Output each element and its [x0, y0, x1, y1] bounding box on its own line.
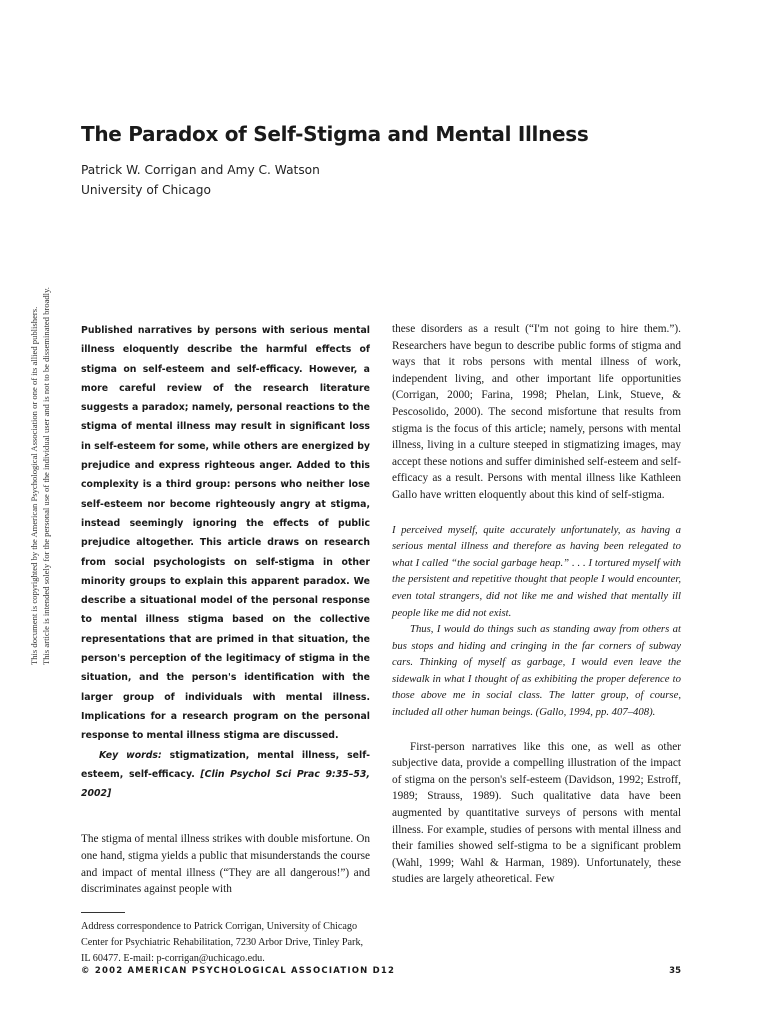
body-paragraph-2: First-person narratives like this one, as well as other subjective data, provide a compelling illustration of the impact of stigma on the person's self-esteem (Davidson, 1992; Estroff, 1989; Strauss, 1989). Such qualitative data have been augmented by quantitative surveys of persons with mental illness. For example, studies of persons with mental illness and their families showed self-stigma to be a significant problem (Wahl, 1999; Wahl & Harman, 1989). Unfortunately, these studies are largely atheoretical. Few — [392, 740, 681, 886]
affiliation: University of Chicago — [81, 183, 211, 197]
left-column — [81, 321, 370, 967]
side-notice-line-2: This article is intended solely for the personal use of the individual user and is not to be disseminated broadly. — [41, 287, 51, 665]
authors: Patrick W. Corrigan and Amy C. Watson — [81, 163, 320, 177]
correspondence-footnote: Address correspondence to Patrick Corrigan, University of Chicago Center for Psychiatric Rehabilitation, 7230 Arbor Drive, Tinley Park, IL 60477. E-mail: p-corrigan@uchicago.edu. — [81, 920, 364, 964]
journal-citation: [Clin Psychol Sci Prac 9:35–53, 2002] — [81, 768, 370, 800]
right-column — [392, 321, 681, 888]
intro-paragraph: The stigma of mental illness strikes with double misfortune. On one hand, stigma yields a public that misunderstands the course and impact of mental illness (“They are all dangerous!”) and discriminates against people with — [81, 833, 370, 896]
article-title: The Paradox of Self-Stigma and Mental Illness — [81, 122, 589, 146]
footer-copyright: © 2002 AMERICAN PSYCHOLOGICAL ASSOCIATION D12 — [81, 966, 396, 976]
keywords: stigmatization, mental illness, self-esteem, self-efficacy. — [81, 749, 370, 780]
keywords-paragraph — [81, 746, 370, 804]
keywords-label: Key words: — [99, 749, 162, 761]
side-notice-line-1: This document is copyrighted by the American Psychological Association or one of its allied publishers. — [29, 306, 39, 665]
page-number: 35 — [669, 966, 681, 976]
author-block — [81, 160, 320, 200]
footnote-rule — [81, 912, 125, 913]
body-paragraph-1: these disorders as a result (“I'm not going to hire them.”). Researchers have begun to describe public forms of stigma and ways that it robs persons with mental illness of work, independent living, and other important life opportunities (Corrigan, 2000; Farina, 1998; Phelan, Link, Stueve, & Pescosolido, 2000). The second misfortune that results from stigma is the focus of this article; namely, persons with mental illness, living in a culture steeped in stigmatizing images, may accept these notions and suffer diminished self-esteem and self-efficacy as a result. Persons with mental illness like Kathleen Gallo have written eloquently about this kind of self-stigma. — [392, 323, 681, 501]
block-quote-2: Thus, I would do things such as standing away from others at bus stops and hiding and cringing in the far corners of subway cars. Thinking of myself as garbage, I would even leave the sidewalk in what I thought of as exhibiting the proper deference to those above me in social class. The latter group, of course, included all other human beings. (Gallo, 1994, pp. 407–408). — [392, 623, 681, 719]
abstract: Published narratives by persons with serious mental illness eloquently describe the harmful effects of stigma on self-esteem and self-efficacy. However, a more careful review of the research literature suggests a paradox; namely, personal reactions to the stigma of mental illness may result in significant loss in self-esteem for some, while others are energized by prejudice and express righteous anger. Added to this complexity is a third group: persons who neither lose self-esteem nor become righteously angry at stigma, instead seemingly ignoring the effects of public prejudice altogether. This article draws on research from social psychologists on self-stigma in other minority groups to explain this apparent paradox. We describe a situational model of the personal response to mental illness stigma based on the collective representations that are primed in that situation, the person's perception of the legitimacy of stigma in the situation, and the person's identification with the larger group of individuals with mental illness. Implications for a research program on the personal response to mental illness stigma are discussed. — [81, 325, 370, 742]
copyright-side-notice — [28, 265, 52, 665]
block-quote-1: I perceived myself, quite accurately unfortunately, as having a serious mental illness and therefore as having been relegated to what I called “the social garbage heap.” . . . I tortured myself with the persistent and repetitive thought that people I would encounter, even total strangers, did not like me and wished that mentally ill people like me did not exist. — [392, 523, 681, 619]
